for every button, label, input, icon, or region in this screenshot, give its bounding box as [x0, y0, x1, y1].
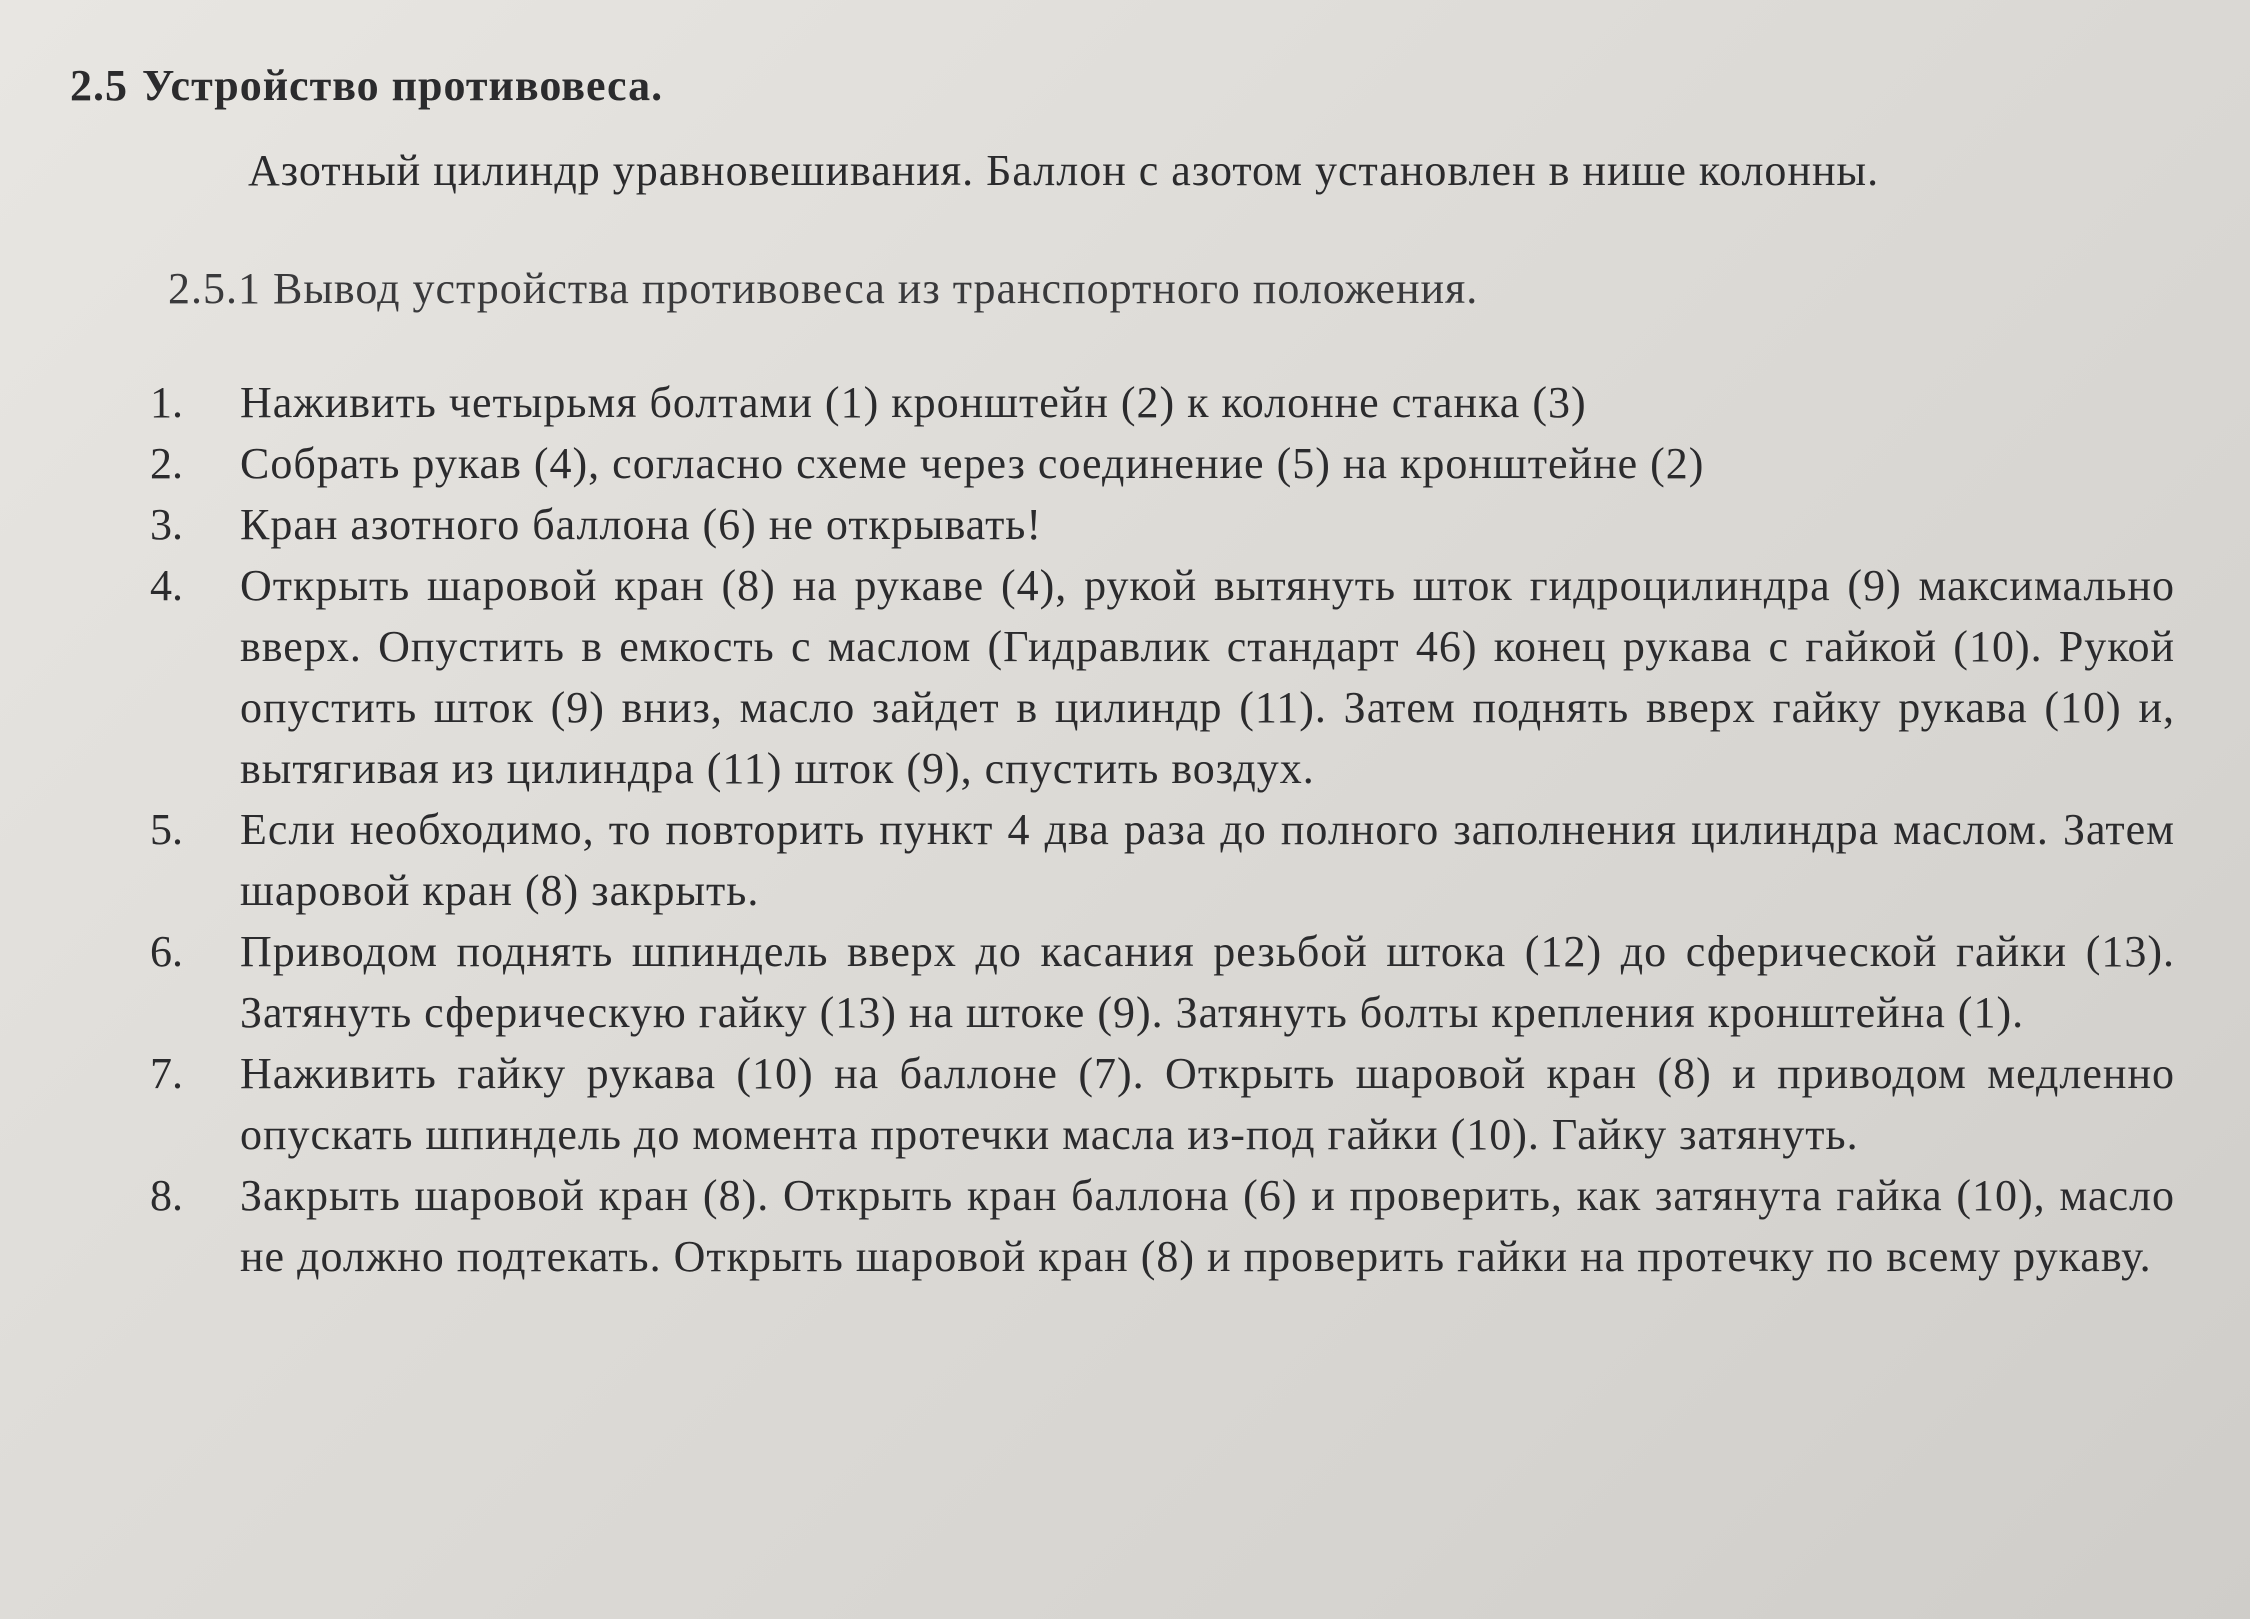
step-number: 1.: [150, 378, 183, 427]
step-number: 8.: [150, 1171, 183, 1220]
subsection-number: 2.5.1: [168, 264, 261, 313]
step-text: Наживить четырьмя болтами (1) кронштейн (2) к колонне станка (3): [240, 378, 1587, 427]
list-item: [0, 799, 2250, 921]
step-text: Наживить гайку рукава (10) на баллоне (7). Открыть шаровой кран (8) и приводом медленно опускать шпиндель до момента протечки масла из-под гайки (10). Гайку затянуть.: [240, 1049, 2175, 1159]
step-number: 2.: [150, 439, 183, 488]
step-text: Собрать рукав (4), согласно схеме через соединение (5) на кронштейне (2): [240, 439, 1705, 488]
step-text: Закрыть шаровой кран (8). Открыть кран баллона (6) и проверить, как затянута гайка (10), масло не должно подтекать. Открыть шаровой кран (8) и проверить гайки на протечку по всему рукаву.: [240, 1171, 2175, 1281]
step-text: Приводом поднять шпиндель вверх до касания резьбой штока (12) до сферической гайки (13). Затянуть сферическую гайку (13) на штоке (9). Затянуть болты крепления кронштейна (1).: [240, 927, 2175, 1037]
section-title: Устройство противовеса.: [142, 61, 664, 110]
step-number: 4.: [150, 561, 183, 610]
step-text: Кран азотного баллона (6) не открывать!: [240, 500, 1043, 549]
step-number: 5.: [150, 805, 183, 854]
intro-paragraph: Азотный цилиндр уравновешивания. Баллон с азотом установлен в нише колонны.: [248, 146, 1880, 195]
subsection-title: Вывод устройства противовеса из транспортного положения.: [273, 264, 1479, 313]
step-number: 7.: [150, 1049, 183, 1098]
list-item: [0, 921, 2250, 1043]
list-item: [0, 372, 2250, 433]
list-item: [0, 1165, 2250, 1287]
step-text: Если необходимо, то повторить пункт 4 два раза до полного заполнения цилиндра маслом. Затем шаровой кран (8) закрыть.: [240, 805, 2175, 915]
step-number: 3.: [150, 500, 183, 549]
steps-list: [0, 372, 2250, 1287]
subsection-heading: [168, 263, 1478, 314]
list-item: [0, 1043, 2250, 1165]
list-item: [0, 494, 2250, 555]
step-number: 6.: [150, 927, 183, 976]
section-number: 2.5: [70, 61, 128, 110]
list-item: [0, 555, 2250, 799]
list-item: [0, 433, 2250, 494]
step-text: Открыть шаровой кран (8) на рукаве (4), рукой вытянуть шток гидроцилиндра (9) максимально вверх. Опустить в емкость с маслом (Гидравлик стандарт 46) конец рукава с гайкой (10). Рукой опустить шток (9) вниз, масло зайдет в цилиндр (11). Затем поднять вверх гайку рукава (10) и, вытягивая из цилиндра (11) шток (9), спустить воздух.: [240, 561, 2175, 793]
section-heading: [70, 60, 663, 111]
